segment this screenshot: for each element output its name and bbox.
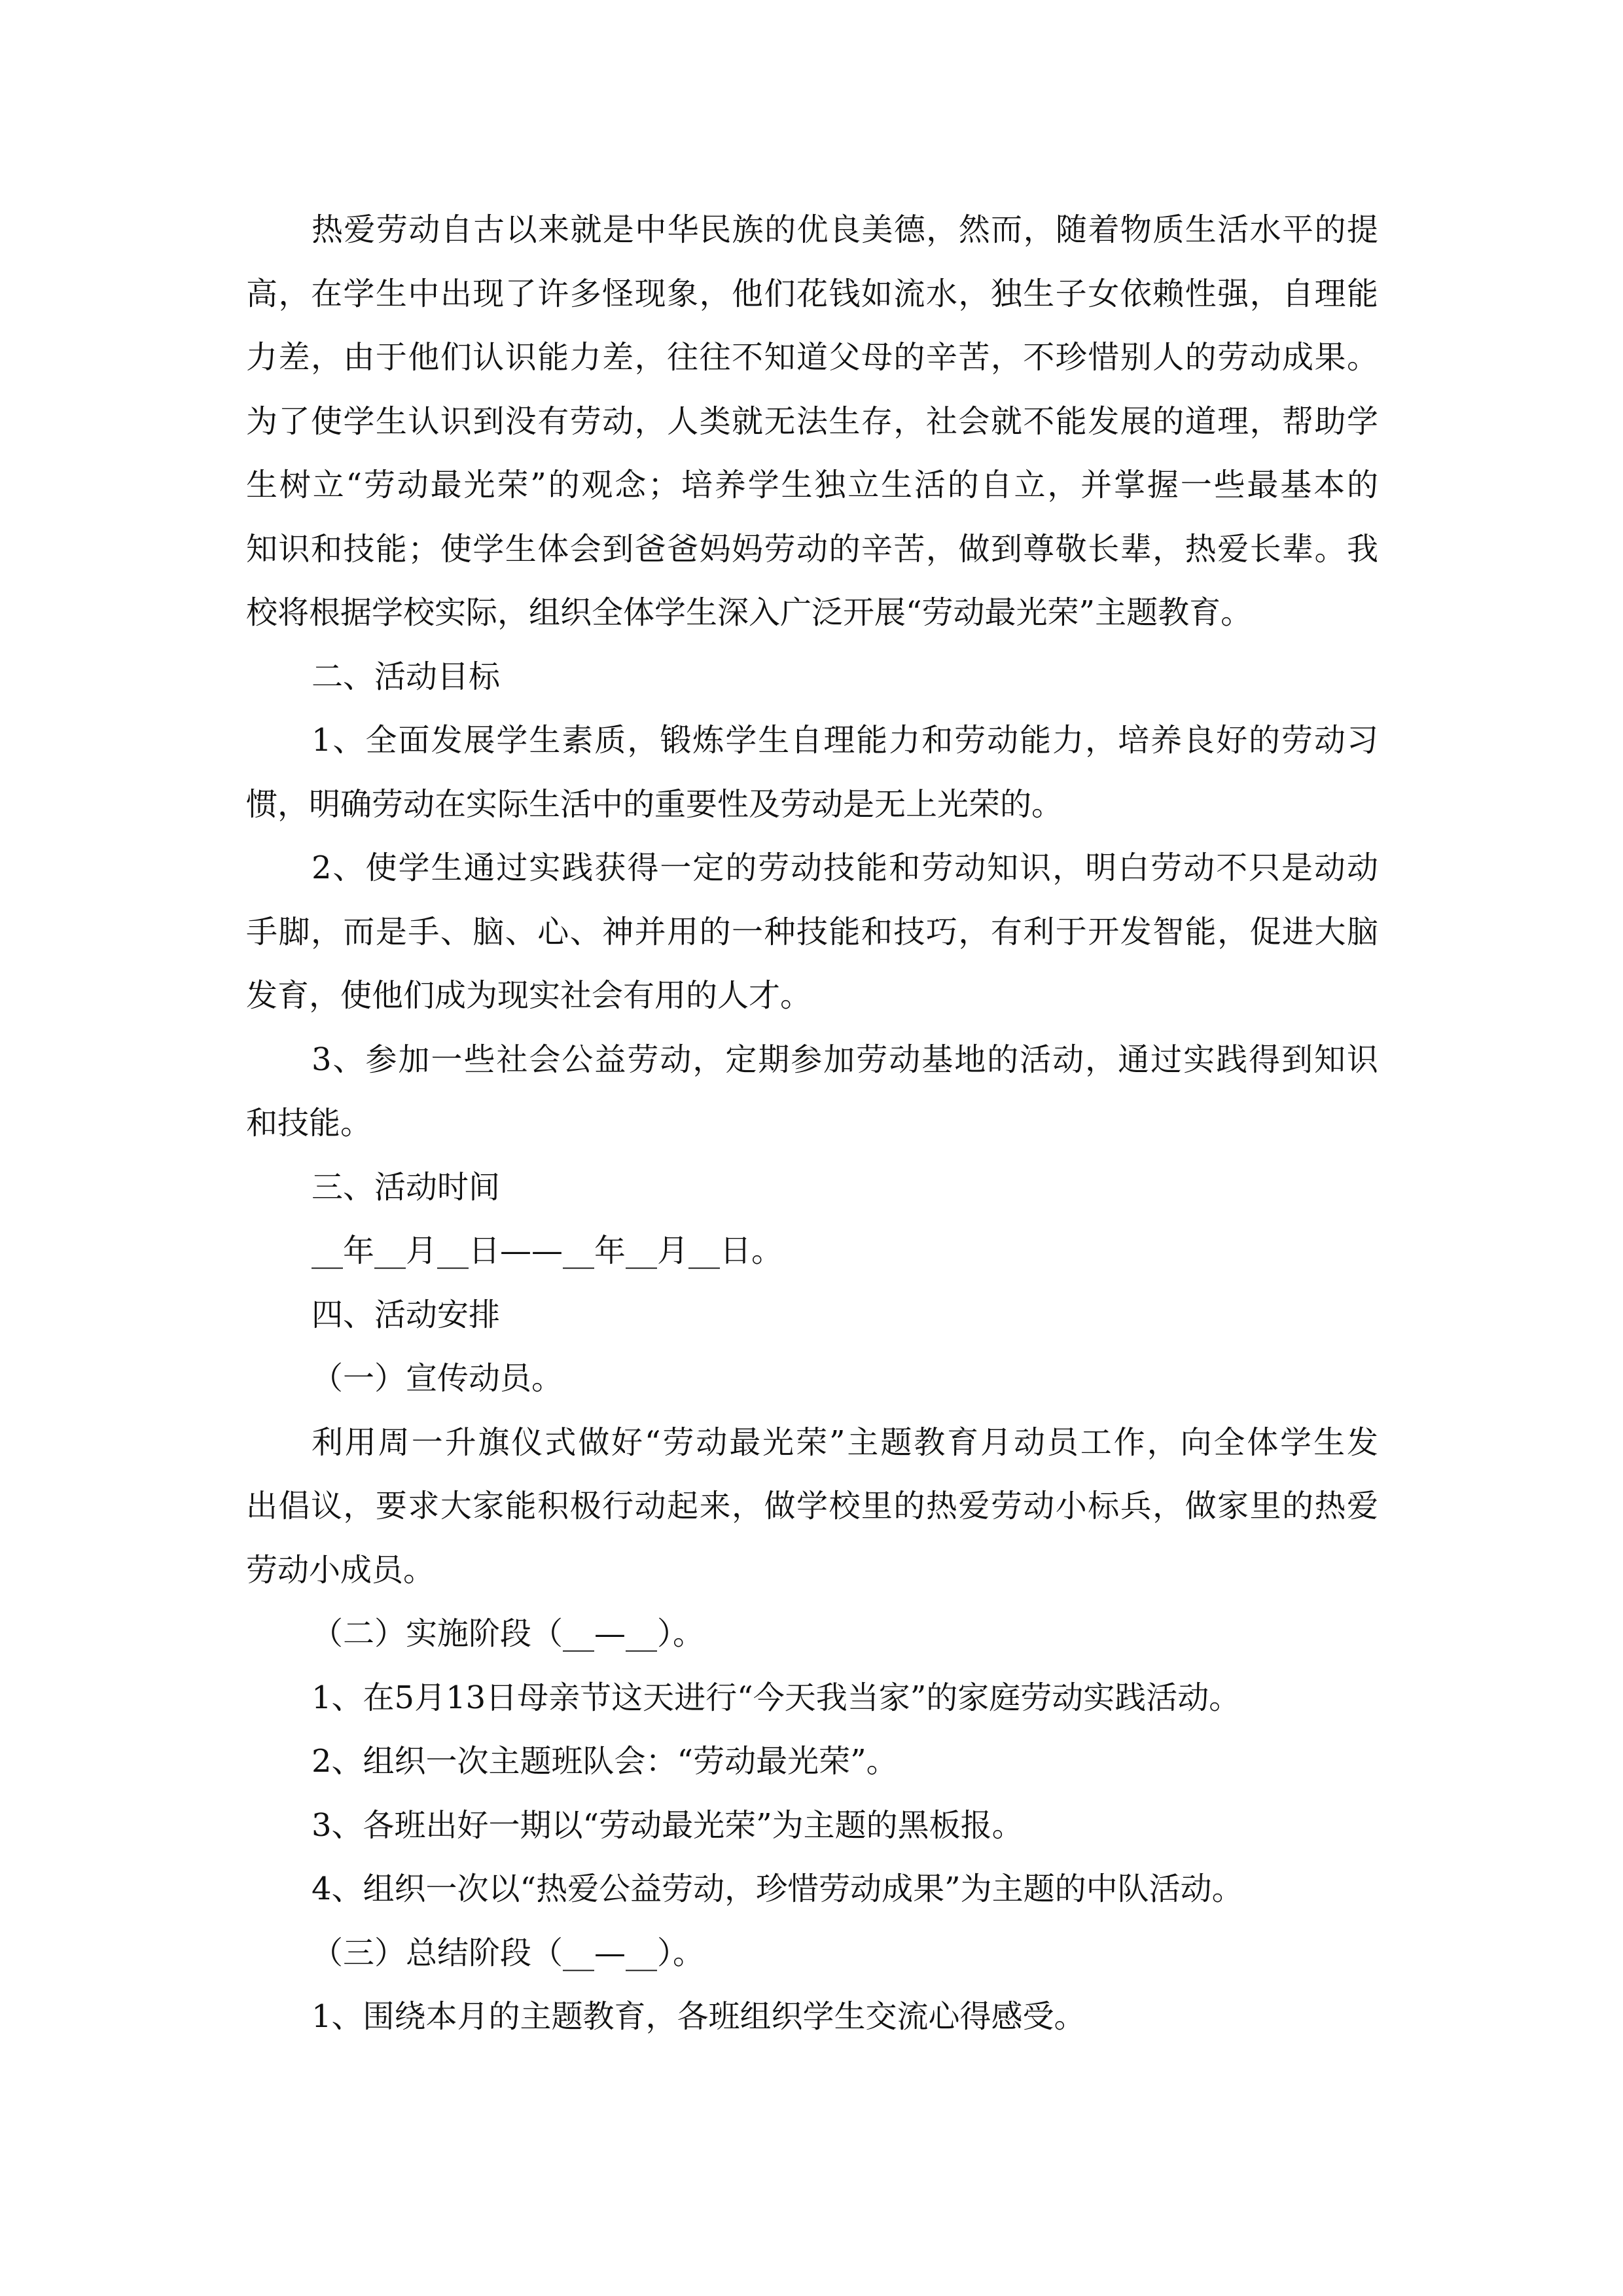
text-line: 为了使学生认识到没有劳动，人类就无法生存，社会就不能发展的道理，帮助学 <box>246 403 1378 440</box>
text-line: 校将根据学校实际，组织全体学生深入广泛开展“劳动最光荣”主题教育。 <box>246 594 1253 631</box>
text-line: 力差，由于他们认识能力差，往往不知道父母的辛苦，不珍惜别人的劳动成果。 <box>246 339 1378 376</box>
text-line: 三、活动时间 <box>312 1168 501 1206</box>
text-line: 热爱劳动自古以来就是中华民族的优良美德，然而，随着物质生活水平的提 <box>312 211 1378 248</box>
text-line: 1、在5月13日母亲节这天进行“今天我当家”的家庭劳动实践活动。 <box>312 1679 1241 1716</box>
text-line: 4、组织一次以“热爱公益劳动，珍惜劳动成果”为主题的中队活动。 <box>312 1871 1243 1907</box>
text-line: （三）总结阶段（__—__）。 <box>312 1934 705 1971</box>
text-line: 二、活动目标 <box>312 658 501 695</box>
text-line: 2、使学生通过实践获得一定的劳动技能和劳动知识，明白劳动不只是动动 <box>312 850 1378 886</box>
text-line: 知识和技能；使学生体会到爸爸妈妈劳动的辛苦，做到尊敬长辈，热爱长辈。我 <box>246 530 1378 567</box>
text-line: 1、围绕本月的主题教育，各班组织学生交流心得感受。 <box>312 1998 1086 2035</box>
text-line: 劳动小成员。 <box>246 1551 435 1588</box>
text-line: 利用周一升旗仪式做好“劳动最光荣”主题教育月动员工作，向全体学生发 <box>312 1424 1378 1461</box>
text-line: （一）宣传动员。 <box>312 1360 563 1397</box>
text-line: 惯，明确劳动在实际生活中的重要性及劳动是无上光荣的。 <box>246 785 1063 823</box>
text-line: 出倡议，要求大家能积极行动起来，做学校里的热爱劳动小标兵，做家里的热爱 <box>246 1488 1378 1524</box>
text-line: __年__月__日——__年__月__日。 <box>312 1232 783 1269</box>
text-line: 生树立“劳动最光荣”的观念；培养学生独立生活的自立，并掌握一些最基本的 <box>246 467 1378 503</box>
text-line: （二）实施阶段（__—__）。 <box>312 1615 705 1652</box>
text-line: 3、参加一些社会公益劳动，定期参加劳动基地的活动，通过实践得到知识 <box>312 1041 1378 1078</box>
text-line: 发育，使他们成为现实社会有用的人才。 <box>246 977 812 1014</box>
text-line: 手脚，而是手、脑、心、神并用的一种技能和技巧，有利于开发智能，促进大脑 <box>246 913 1378 950</box>
text-line: 四、活动安排 <box>312 1296 501 1333</box>
text-line: 1、全面发展学生素质，锻炼学生自理能力和劳动能力，培养良好的劳动习 <box>312 722 1378 759</box>
text-line: 3、各班出好一期以“劳动最光荣”为主题的黑板报。 <box>312 1806 1024 1844</box>
text-line: 2、组织一次主题班队会：“劳动最光荣”。 <box>312 1743 898 1780</box>
text-line: 和技能。 <box>246 1105 372 1141</box>
text-line: 高，在学生中出现了许多怪现象，他们花钱如流水，独生子女依赖性强，自理能 <box>246 275 1378 312</box>
